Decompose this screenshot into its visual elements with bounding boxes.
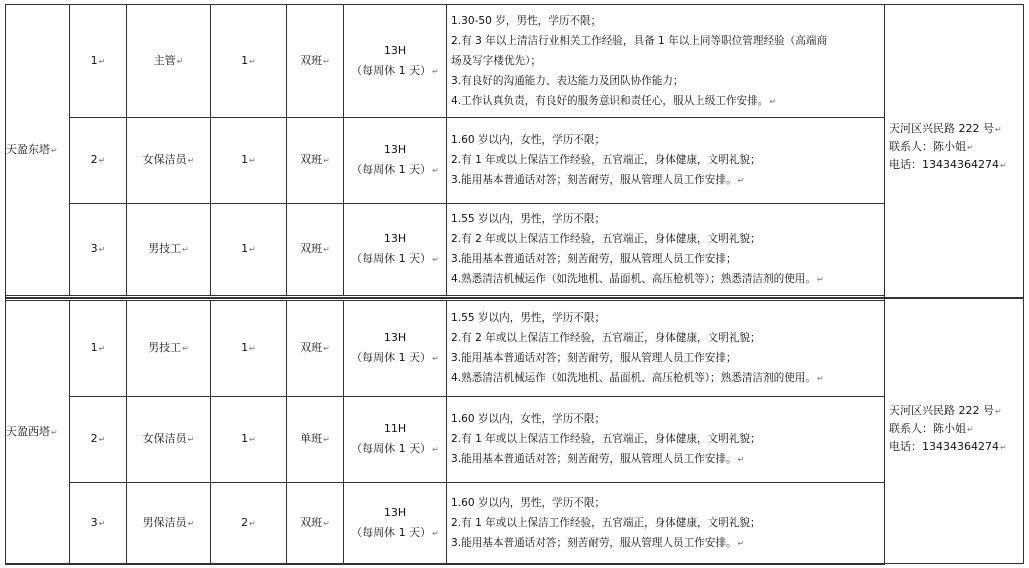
work-hours: 13H [383, 43, 407, 57]
row-index: 3 [90, 242, 98, 255]
hours-cell [344, 397, 447, 483]
position-cell [127, 397, 211, 483]
site-name: 天盈西塔 [6, 425, 50, 438]
paragraph-mark: ↵ [98, 245, 106, 254]
rest-days: （每周休 1 天） [351, 526, 432, 539]
requirement-line: 4.熟悉清洁机械运作（如洗地机、晶面机、高压枪机等）；熟悉清洁剂的使用。 [451, 372, 816, 384]
requirement-line: 场及写字楼优先）； [451, 54, 542, 67]
requirement-line: 2.有 3 年以上清洁行业相关工作经验，具备 1 年以上同等职位管理经验（高端商 [451, 34, 828, 47]
shift-type: 双班 [300, 153, 323, 166]
requirement-line: 4.工作认真负责，有良好的服务意识和责任心，服从上级工作安排。 [451, 94, 769, 107]
shift-type: 双班 [300, 242, 323, 255]
paragraph-mark: ↵ [51, 145, 58, 155]
paragraph-mark: ↵ [323, 519, 330, 528]
paragraph-mark: ↵ [999, 443, 1007, 452]
requirement-line: 2.有 1 年或以上保洁工作经验，五官端正，身体健康，文明礼貌； [451, 154, 761, 166]
paragraph-mark: ↵ [737, 539, 745, 548]
contact-cell-west [889, 402, 1021, 456]
requirements-cell [447, 118, 885, 204]
headcount: 1 [241, 242, 249, 255]
position-title: 男保洁员 [142, 516, 187, 529]
work-hours: 13H [383, 143, 407, 156]
row-index: 3 [90, 516, 98, 529]
requirement-line: 1.55 岁以内，男性，学历不限； [451, 312, 606, 324]
paragraph-mark: ↵ [432, 445, 439, 454]
paragraph-mark: ↵ [323, 344, 330, 353]
paragraph-mark: ↵ [323, 156, 330, 165]
paragraph-mark: ↵ [182, 245, 189, 254]
requirement-line: 1.60 岁以内，女性，学历不限； [451, 413, 606, 425]
paragraph-mark: ↵ [967, 143, 974, 152]
paragraph-mark: ↵ [817, 275, 824, 284]
headcount: 1 [241, 153, 249, 166]
requirements-cell [447, 301, 885, 397]
table-row [6, 301, 885, 397]
requirement-line: 4.熟悉清洁机械运作（如洗地机、晶面机、高压枪机等）；熟悉清洁剂的使用。 [451, 273, 816, 285]
headcount-cell [211, 5, 287, 118]
requirement-line: 3.能用基本普通话对答；刻苦耐劳，服从管理人员工作安排。 [451, 537, 737, 549]
shift-cell [287, 118, 344, 204]
rest-days: （每周休 1 天） [351, 63, 432, 77]
requirement-line: 2.有 2 年或以上保洁工作经验，五官端正，身体健康，文明礼貌； [451, 233, 761, 245]
headcount-cell [211, 118, 287, 204]
requirement-line: 1.30-50 岁，男性，学历不限； [451, 14, 602, 27]
work-hours: 13H [383, 232, 407, 245]
paragraph-mark: ↵ [51, 428, 58, 437]
row-index: 1 [90, 53, 98, 67]
rest-days: （每周休 1 天） [351, 252, 432, 265]
headcount-cell [211, 483, 287, 565]
position-title: 男技工 [148, 341, 182, 354]
rest-days: （每周休 1 天） [351, 351, 432, 364]
shift-type: 双班 [300, 53, 323, 67]
contact-phone: 电话：13434364274 [889, 440, 999, 453]
row-index-cell [70, 204, 127, 296]
contact-person: 联系人：陈小姐 [889, 422, 966, 435]
paragraph-mark: ↵ [98, 56, 106, 66]
paragraph-mark: ↵ [249, 245, 256, 254]
paragraph-mark: ↵ [995, 407, 1002, 416]
contact-column-border [884, 4, 1024, 564]
work-hours: 13H [383, 506, 407, 519]
requirement-line: 3.能用基本普通话对答；刻苦耐劳，服从管理人员工作安排； [451, 352, 737, 364]
row-index-cell [70, 118, 127, 204]
paragraph-mark: ↵ [187, 519, 195, 528]
position-cell [127, 483, 211, 565]
paragraph-mark: ↵ [432, 354, 439, 363]
paragraph-mark: ↵ [817, 374, 824, 383]
shift-cell [287, 483, 344, 565]
requirements-cell [447, 204, 885, 296]
requirement-line: 2.有 2 年或以上保洁工作经验，五官端正，身体健康，文明礼貌； [451, 332, 761, 344]
paragraph-mark: ↵ [98, 156, 106, 165]
section-east-tower [5, 4, 884, 296]
hours-cell [344, 483, 447, 565]
paragraph-mark: ↵ [249, 344, 256, 353]
contact-cell-east [889, 120, 1021, 174]
requirement-line: 1.55 岁以内，男性，学历不限； [451, 213, 606, 225]
contact-person: 联系人：陈小姐 [889, 140, 966, 153]
paragraph-mark: ↵ [98, 519, 106, 528]
headcount: 1 [241, 432, 249, 445]
work-hours: 11H [383, 422, 407, 435]
table-row [6, 204, 885, 296]
shift-type: 单班 [300, 432, 323, 445]
requirements-cell [447, 397, 885, 483]
table-row [6, 118, 885, 204]
headcount: 2 [241, 516, 249, 529]
requirement-line: 2.有 1 年或以上保洁工作经验，五官端正，身体健康，文明礼貌； [451, 433, 761, 445]
row-index-cell [70, 5, 127, 118]
rest-days: （每周休 1 天） [351, 163, 432, 176]
headcount-cell [211, 301, 287, 397]
paragraph-mark: ↵ [995, 125, 1002, 134]
requirement-line: 1.60 岁以内，女性，学历不限； [451, 134, 606, 146]
shift-cell [287, 204, 344, 296]
contact-address: 天河区兴民路 222 号 [889, 122, 994, 135]
paragraph-mark: ↵ [737, 176, 745, 185]
position-title: 女保洁员 [142, 432, 187, 445]
site-name-cell [6, 301, 70, 565]
paragraph-mark: ↵ [249, 156, 256, 165]
headcount: 1 [241, 341, 249, 354]
paragraph-mark: ↵ [98, 344, 106, 353]
contact-phone: 电话：13434364274 [889, 158, 999, 171]
paragraph-mark: ↵ [737, 455, 745, 464]
hours-cell [344, 118, 447, 204]
shift-cell [287, 5, 344, 118]
shift-cell [287, 301, 344, 397]
paragraph-mark: ↵ [432, 529, 439, 538]
position-cell [127, 301, 211, 397]
paragraph-mark: ↵ [249, 519, 256, 528]
job-table-east [5, 4, 885, 296]
table-row [6, 5, 885, 118]
requirement-line: 3.能用基本普通话对答；刻苦耐劳，服从管理人员工作安排。 [451, 174, 737, 186]
headcount: 1 [241, 53, 249, 67]
requirement-line: 1.60 岁以内，男性，学历不限； [451, 497, 606, 509]
paragraph-mark: ↵ [432, 255, 439, 264]
paragraph-mark: ↵ [98, 435, 106, 444]
headcount-cell [211, 397, 287, 483]
row-index: 2 [90, 432, 98, 445]
requirements-cell [447, 483, 885, 565]
job-table-frame [5, 4, 1024, 564]
paragraph-mark: ↵ [432, 166, 439, 175]
headcount-cell [211, 204, 287, 296]
table-row [6, 397, 885, 483]
position-cell [127, 5, 211, 118]
hours-cell [344, 5, 447, 118]
paragraph-mark: ↵ [176, 56, 184, 66]
row-index-cell [70, 301, 127, 397]
position-title: 主管 [153, 53, 176, 67]
section-west-tower [5, 300, 884, 565]
paragraph-mark: ↵ [249, 56, 256, 66]
paragraph-mark: ↵ [432, 66, 439, 76]
paragraph-mark: ↵ [769, 96, 777, 106]
work-hours: 13H [383, 331, 407, 344]
shift-cell [287, 397, 344, 483]
requirement-line: 2.有 1 年或以上保洁工作经验，五官端正，身体健康，文明礼貌； [451, 517, 761, 529]
contact-address: 天河区兴民路 222 号 [889, 404, 994, 417]
hours-cell [344, 301, 447, 397]
shift-type: 双班 [300, 516, 323, 529]
paragraph-mark: ↵ [967, 425, 974, 434]
position-title: 女保洁员 [142, 153, 187, 166]
paragraph-mark: ↵ [182, 344, 189, 353]
paragraph-mark: ↵ [187, 156, 195, 165]
section-separator [5, 297, 1024, 299]
row-index-cell [70, 397, 127, 483]
requirement-line: 3.能用基本普通话对答；刻苦耐劳，服从管理人员工作安排。 [451, 453, 737, 465]
requirement-line: 3.有良好的沟通能力、表达能力及团队协作能力； [451, 74, 684, 87]
row-index: 2 [90, 153, 98, 166]
position-cell [127, 118, 211, 204]
hours-cell [344, 204, 447, 296]
paragraph-mark: ↵ [249, 435, 256, 444]
paragraph-mark: ↵ [323, 245, 330, 254]
site-name: 天盈东塔 [6, 142, 50, 156]
shift-type: 双班 [300, 341, 323, 354]
requirement-line: 3.能用基本普通话对答；刻苦耐劳，服从管理人员工作安排； [451, 253, 737, 265]
site-name-cell [6, 5, 70, 296]
paragraph-mark: ↵ [187, 435, 195, 444]
table-row [6, 483, 885, 565]
requirements-cell [447, 5, 885, 118]
paragraph-mark: ↵ [999, 161, 1007, 170]
paragraph-mark: ↵ [323, 56, 330, 66]
position-title: 男技工 [148, 242, 182, 255]
paragraph-mark: ↵ [323, 435, 330, 444]
job-table-west [5, 300, 885, 565]
position-cell [127, 204, 211, 296]
rest-days: （每周休 1 天） [351, 442, 432, 455]
row-index-cell [70, 483, 127, 565]
row-index: 1 [90, 341, 98, 354]
